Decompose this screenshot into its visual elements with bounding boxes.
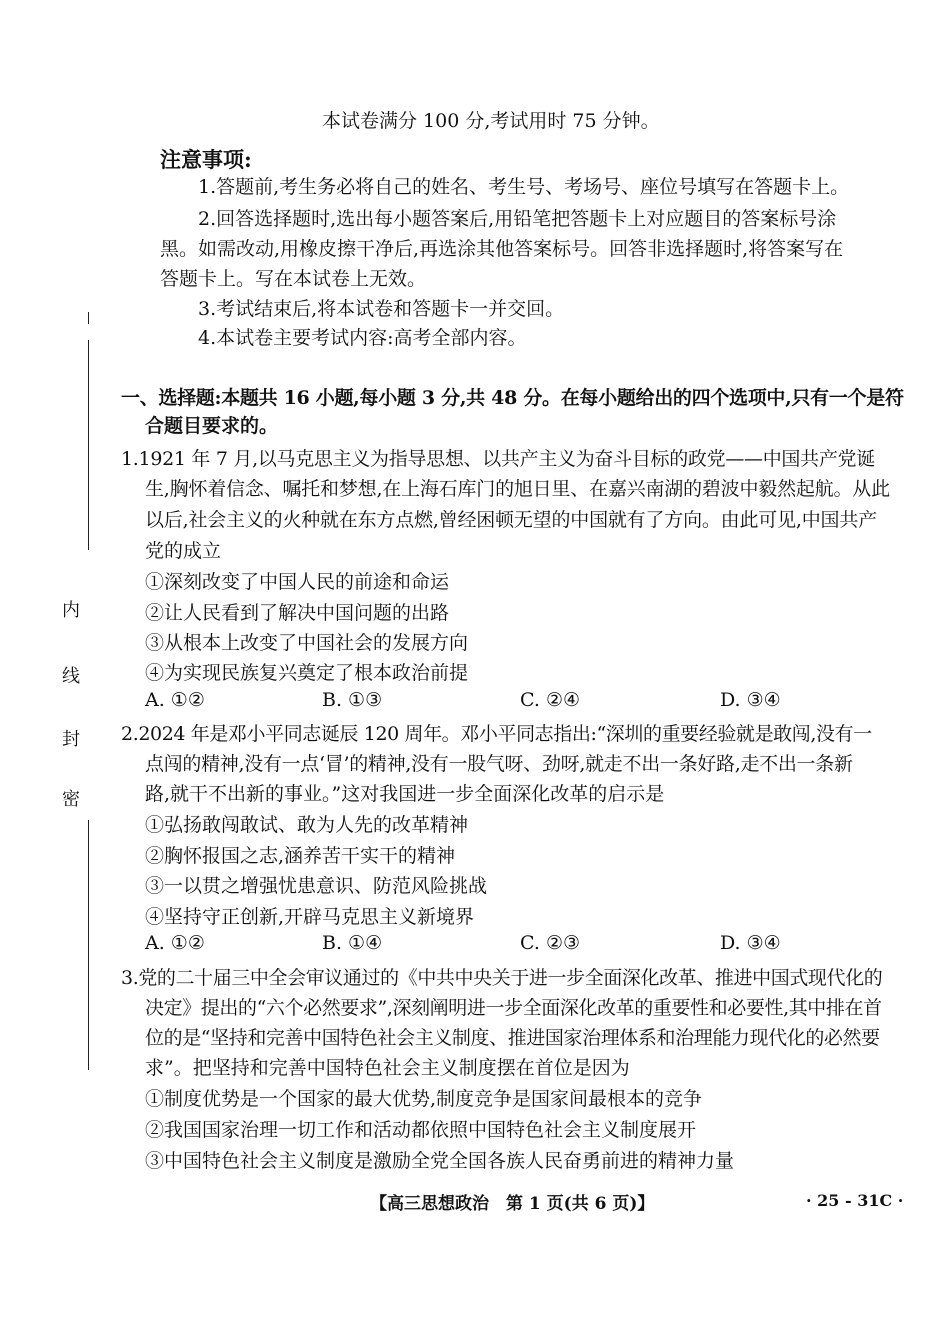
question-text: 路,就干不出新的事业。”这对我国进一步全面深化改革的启示是 (145, 783, 665, 805)
exam-code: · 25 - 31C · (806, 1191, 904, 1210)
binding-line (88, 340, 89, 550)
statement-item: ①制度优势是一个国家的最大优势,制度竞争是国家间最根本的竞争 (145, 1088, 703, 1110)
option-b[interactable]: B. ①④ (322, 932, 383, 954)
statement-item: ①深刻改变了中国人民的前途和命运 (145, 571, 450, 593)
binding-char: 线 (62, 666, 80, 687)
statement-item: ③一以贯之增强忧患意识、防范风险挑战 (145, 875, 488, 897)
option-d[interactable]: D. ③④ (720, 932, 781, 954)
statement-item: ③中国特色社会主义制度是激励全党全国各族人民奋勇前进的精神力量 (145, 1150, 735, 1172)
question-text: 位的是“坚持和完善中国特色社会主义制度、推进国家治理体系和治理能力现代化的必然要 (145, 1027, 880, 1049)
question-text: 3.党的二十届三中全会审议通过的《中共中央关于进一步全面深化改革、推进中国式现代化的 (121, 967, 883, 989)
question-text: 求”。把坚持和完善中国特色社会主义制度摆在首位是因为 (145, 1057, 630, 1079)
option-b[interactable]: B. ①③ (322, 689, 383, 711)
option-d[interactable]: D. ③④ (720, 689, 781, 711)
question-text: 1.1921 年 7 月,以马克思主义为指导思想、以共产主义为奋斗目标的政党——中国共产党诞 (121, 448, 875, 470)
answer-options (145, 689, 905, 715)
option-c[interactable]: C. ②③ (520, 932, 581, 954)
notice-item: 1.答题前,考生务必将自己的姓名、考生号、考场号、座位号填写在答题卡上。 (198, 176, 850, 198)
notice-item: 3.考试结束后,将本试卷和答题卡一并交回。 (198, 298, 565, 320)
question-text: 以后,社会主义的火种就在东方点燃,曾经困顿无望的中国就有了方向。由此可见,中国共产 (145, 509, 877, 531)
binding-tick (88, 312, 89, 324)
option-a[interactable]: A. ①② (145, 689, 205, 711)
notice-item: 2.回答选择题时,选出每小题答案后,用铅笔把答题卡上对应题目的答案标号涂 (198, 208, 837, 230)
answer-options (145, 932, 905, 958)
notice-item: 4.本试卷主要考试内容:高考全部内容。 (198, 327, 527, 349)
section-heading-line1: 一、选择题:本题共 16 小题,每小题 3 分,共 48 分。在每小题给出的四个选项中,只有一个是符 (121, 387, 904, 409)
question-text: 2.2024 年是邓小平同志诞辰 120 周年。邓小平同志指出:“深圳的重要经验就是敢闯,没有一 (121, 723, 872, 745)
statement-item: ①弘扬敢闯敢试、敢为人先的改革精神 (145, 814, 469, 836)
binding-line (88, 820, 89, 1070)
statement-item: ②让人民看到了解决中国问题的出路 (145, 602, 450, 624)
statement-item: ④为实现民族复兴奠定了根本政治前提 (145, 662, 469, 684)
statement-item: ②我国国家治理一切工作和活动都依照中国特色社会主义制度展开 (145, 1119, 697, 1141)
page-footer: 【高三思想政治 第 1 页(共 6 页)】 (370, 1194, 655, 1214)
statement-item: ④坚持守正创新,开辟马克思主义新境界 (145, 906, 475, 928)
binding-char: 密 (62, 789, 80, 810)
section-heading-line2: 合题目要求的。 (145, 415, 279, 437)
question-text: 生,胸怀着信念、嘱托和梦想,在上海石库门的旭日里、在嘉兴南湖的碧波中毅然起航。从此 (145, 478, 890, 500)
binding-char: 内 (62, 600, 80, 621)
question-text: 点闯的精神,没有一点‘冒’的精神,没有一股气呀、劲呀,就走不出一条好路,走不出一条新 (145, 753, 853, 775)
statement-item: ②胸怀报国之志,涵养苦干实干的精神 (145, 845, 456, 867)
statement-item: ③从根本上改变了中国社会的发展方向 (145, 632, 469, 654)
notice-title: 注意事项: (160, 147, 252, 172)
question-text: 决定》提出的“六个必然要求”,深刻阐明进一步全面深化改革的重要性和必要性,其中排在首 (145, 997, 882, 1019)
exam-info: 本试卷满分 100 分,考试用时 75 分钟。 (322, 110, 660, 132)
notice-item: 答题卡上。写在本试卷上无效。 (160, 268, 427, 290)
option-c[interactable]: C. ②④ (520, 689, 581, 711)
binding-char: 封 (62, 729, 80, 750)
option-a[interactable]: A. ①② (145, 932, 205, 954)
question-text: 党的成立 (145, 540, 222, 562)
notice-item: 黑。如需改动,用橡皮擦干净后,再选涂其他答案标号。回答非选择题时,将答案写在 (160, 238, 844, 260)
